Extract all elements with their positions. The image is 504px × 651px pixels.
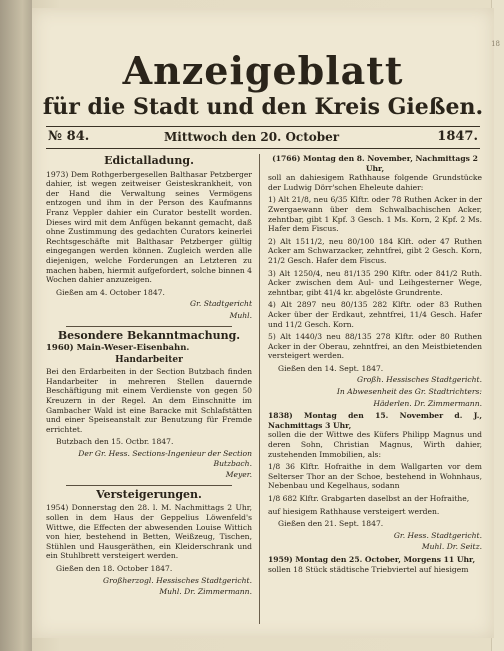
book-spine <box>0 0 32 651</box>
announcement-signature-1: Der Gr. Hess. Sections-Ingenieur der Section Butzbach. <box>78 449 252 468</box>
notice-1-intro: soll an dahiesigem Rathhause folgende Grundstücke der Ludwig Dörr'schen Eheleute dahier: <box>268 173 482 192</box>
notice-2-text-2: auf hiesigem Rathhause versteigert werden. <box>268 506 440 516</box>
notice-1-item: 1) Alt 21/8, neu 6/35 Klftr. oder 78 Ruthen Acker in der Zwergaewann über dem Schwalbachischen Acker, zehntbar, gibt 1 Kpf. 3 Gesch. 1 Ms. Korn, 2 Kpf. 2 Ms. Hafer dem Fiscus. <box>268 195 482 234</box>
notice-2-text: sollen die der Wittwe des Küfers Philipp Magnus und deren Sohn, Christian Magnus, Wirth dahier, zustehenden Immobilien, als: <box>268 430 482 459</box>
notice-1-item: 5) Alt 1440/3 neu 88/135 278 Klftr. oder 80 Ruthen Acker in der Oberau, zehntfrei, an den Meistbietenden versteigert werden. <box>268 332 482 361</box>
column-divider <box>259 154 260 624</box>
notice-1-item: 3) Alt 1250/4, neu 81/135 290 Klftr. oder 841/2 Ruth. Acker zwischen dem Aul- und Leihgesterner Wege, zehntbar, gibt 41/4 kr. abgelöste Grundrente. <box>268 268 482 297</box>
corner-mark: 18 <box>491 40 500 48</box>
notice-1-item: 2) Alt 1511/2, neu 80/100 184 Klft. oder 47 Ruthen Acker am Schwarzacker, zehntfrei, gibt 2 Gesch. Korn, 21/2 Gesch. Hafer dem Fiscus. <box>268 236 482 265</box>
notice-2-signature-1: Gr. Hess. Stadtgericht. <box>393 530 482 540</box>
issue-date: Mittwoch den 20. October <box>164 130 340 144</box>
masthead-title: Anzeigeblatt <box>122 48 404 93</box>
notice-1-date: Gießen den 14. Sept. 1847. <box>278 363 384 373</box>
auction-date: Gießen den 18. October 1847. <box>56 563 173 573</box>
auction-signature-1: Großherzogl. Hessisches Stadtgericht. <box>103 575 252 585</box>
newspaper-page <box>32 8 500 638</box>
announcement-number: 1960) Main-Weser-Eisenbahn. <box>46 343 190 354</box>
issue-number: № 84. <box>48 129 90 144</box>
announcement-text: Bei den Erdarbeiten in der Section Butzbach finden Handarbeiter in mehreren Stellen dauernde Beschäftigung mit einem Verdienste von gegen 50 Kreuzern in der Regel. An dem Einschnitte im Gambacher Wald ist eine Baracke mit Schlafstätten und einer Speiseanstalt zur Benutzung für Fremde errichtet. <box>46 367 252 434</box>
masthead-subtitle: für die Stadt und den Kreis Gießen. <box>42 94 484 120</box>
edict-date: Gießen am 4. October 1847. <box>56 287 165 297</box>
notice-3-text: sollen 18 Stück städtische Triebviertel auf hiesigem <box>268 564 469 574</box>
announcement-subheading: Handarbeiter <box>115 354 183 365</box>
notice-2-item: 1/8 682 Klftr. Grabgarten daselbst an der Hofraithe, <box>268 494 470 503</box>
announcement-heading: Besondere Bekanntmachung. <box>57 328 241 342</box>
issue-year: 1847. <box>437 129 478 144</box>
notice-1-signature-2: In Abwesenheit des Gr. Stadtrichters: <box>336 387 482 397</box>
notice-1-signature-1: Großh. Hessisches Stadtgericht. <box>357 375 482 385</box>
notice-1-signature-3: Häderlen. Dr. Zimmermann. <box>373 398 482 408</box>
notice-2-signature-2: Muhl. Dr. Seitz. <box>421 542 482 552</box>
edict-heading: Edictalladung. <box>104 154 194 167</box>
announcement-date: Butzbach den 15. Octbr. 1847. <box>56 437 174 447</box>
left-column <box>46 154 252 597</box>
edict-signature-1: Gr. Stadtgericht <box>190 299 252 309</box>
auction-text: 1954) Donnerstag den 28. l. M. Nachmittags 2 Uhr, sollen in dem Haus der Geppelius Löwenfeld's Wittwe, die Effecten der abwesenden Louise Wittich von hier, bestehend in Betten, Weißzeug, Tischen, Stühlen und Hausgeräthen, ein Kleiderschrank und ein Stuhlbrett versteigert werden. <box>46 503 252 561</box>
edict-text: 1973) Dem Rothgerbergesellen Balthasar Petzberger dahier, ist wegen zeitweiser Geisteskrankheit, von der Hand die Verwaltung seines Vermögens entzogen und ihm in der Person des Kaufmanns Franz Veppler dahier ein Curator bestellt worden. Dieses wird mit dem Anfügen bekannt gemacht, daß ohne Zustimmung des gedachten Curators keinerlei Rechtsgeschäfte mit Balthasar Petzberger gültig eingegangen werden können. Zugleich werden alle diejenigen, welche Forderungen an Letzteren zu machen haben, hiermit aufgefordert, solche binnen 4 Wochen dahier anzuzeigen. <box>46 169 252 285</box>
issue-bar <box>46 126 480 149</box>
notice-3-heading: 1959) Montag den 25. October, Morgens 11 Uhr, <box>268 554 476 564</box>
notice-1-item: 4) Alt 2897 neu 80/135 282 Klftr. oder 83 Ruthen Acker über der Erdkaut, zehntfrei, 11/4 Gesch. Hafer und 11/2 Gesch. Korn. <box>268 300 482 329</box>
notice-2-item: 1/8 36 Klftr. Hofraithe in dem Wallgarten vor dem Selterser Thor an der Schoe, bestehend in Wohnhaus, Nebenbau und Kegelhaus, sodann <box>268 462 482 491</box>
auction-signature-2: Muhl. Dr. Zimmermann. <box>159 587 252 597</box>
announcement-signature-2: Meyer. <box>225 470 252 480</box>
notice-2-date: Gießen den 21. Sept. 1847. <box>278 519 384 529</box>
auctions-heading: Versteigerungen. <box>96 487 202 501</box>
notice-1-heading: (1766) Montag den 8. November, Nachmittags 2 Uhr, <box>272 154 478 173</box>
notice-2-heading: 1838) Montag den 15. November d. J., Nachmittags 3 Uhr, <box>268 411 482 430</box>
right-column <box>268 154 482 577</box>
edict-signature-2: Muhl. <box>229 310 252 320</box>
